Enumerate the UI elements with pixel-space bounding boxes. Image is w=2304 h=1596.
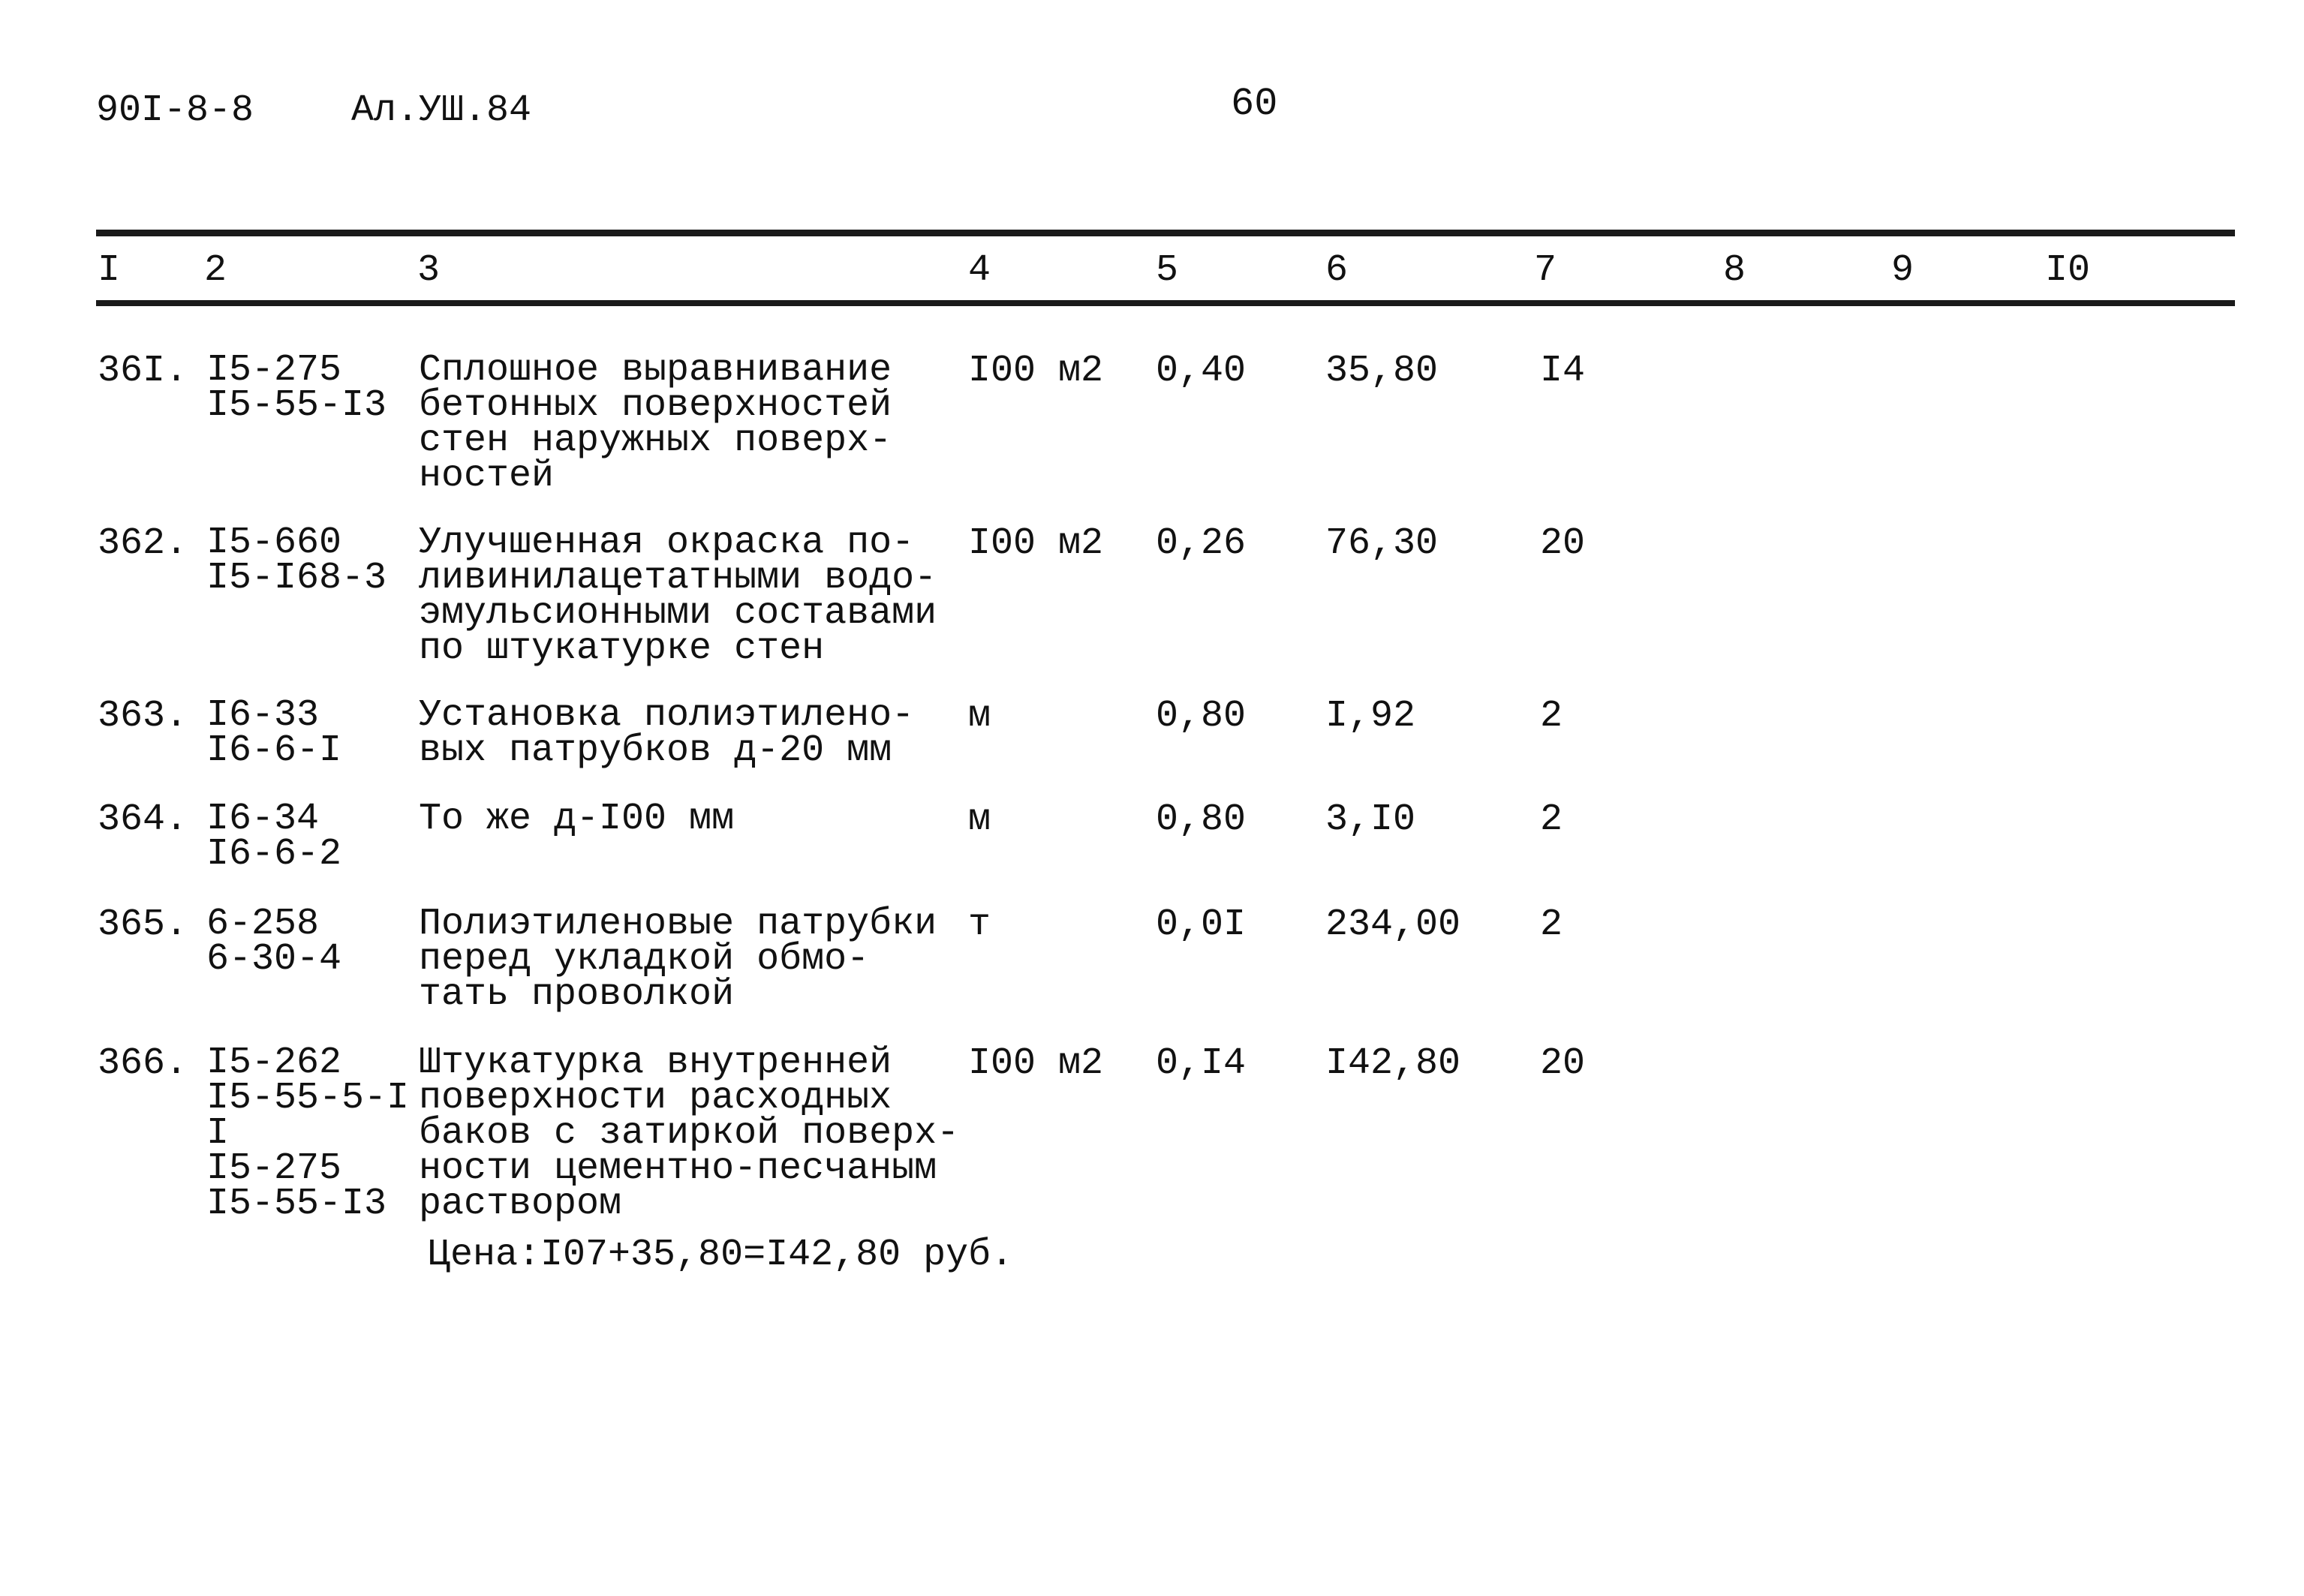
row-codes: I5-660 I5-I68-3	[206, 521, 387, 600]
row-codes: 6-258 6-30-4	[206, 903, 342, 981]
row-quantity: 0,0I	[1156, 903, 1247, 946]
row-quantity: 0,40	[1156, 350, 1247, 392]
row-quantity: 0,80	[1156, 798, 1247, 841]
row-unit: I00 м2	[968, 350, 1104, 392]
row-total: 2	[1540, 903, 1563, 946]
row-description: Полиэтиленовые патрубки перед укладкой обмо- тать проволкой	[419, 903, 937, 1016]
column-header-3: 3	[417, 249, 441, 292]
row-price: 234,00	[1325, 903, 1461, 946]
column-header-5: 5	[1156, 249, 1179, 292]
column-header-9: 9	[1891, 249, 1914, 292]
row-number: 362.	[98, 522, 188, 565]
row-number: 363.	[98, 695, 188, 738]
table-header-rule	[96, 300, 2235, 306]
row-description: Сплошное выравнивание бетонных поверхностей стен наружных поверх- ностей	[419, 349, 892, 497]
row-unit: м	[968, 695, 991, 738]
column-header-1: I	[98, 249, 121, 292]
row-description: То же д-I00 мм	[419, 798, 735, 840]
page-number: 60	[1231, 82, 1278, 126]
row-number: 366.	[98, 1042, 188, 1085]
row-codes: I6-34 I6-6-2	[206, 798, 342, 876]
row-codes: I5-275 I5-55-I3	[206, 349, 387, 427]
row-total: 2	[1540, 695, 1563, 738]
row-quantity: 0,I4	[1156, 1042, 1247, 1085]
column-header-7: 7	[1534, 249, 1557, 292]
column-header-10: I0	[2045, 249, 2091, 292]
row-codes: I5-262 I5-55-5-I I I5-275 I5-55-I3	[206, 1041, 410, 1225]
row-number: 364.	[98, 798, 188, 841]
row-price: I,92	[1325, 695, 1416, 738]
row-unit: I00 м2	[968, 522, 1104, 565]
price-calculation-note: Цена:I07+35,80=I42,80 руб.	[428, 1234, 1014, 1276]
row-description: Штукатурка внутренней поверхности расходных баков с затиркой поверх- ности цементно-песчаным раствором	[419, 1041, 960, 1225]
row-total: 20	[1540, 522, 1586, 565]
row-quantity: 0,26	[1156, 522, 1247, 565]
row-number: 36I.	[98, 350, 188, 392]
row-unit: I00 м2	[968, 1042, 1104, 1085]
row-total: 20	[1540, 1042, 1586, 1085]
row-price: 3,I0	[1325, 798, 1416, 841]
row-description: Улучшенная окраска по- ливинилацетатными водо- эмульсионными составами по штукатурке стен	[419, 521, 937, 670]
row-price: 76,30	[1325, 522, 1439, 565]
column-header-8: 8	[1723, 249, 1746, 292]
document-code: 90I-8-8	[96, 89, 254, 132]
row-unit: т	[968, 903, 991, 946]
row-price: I42,80	[1325, 1042, 1461, 1085]
row-total: 2	[1540, 798, 1563, 841]
column-header-2: 2	[204, 249, 227, 292]
album-reference: Ал.УШ.84	[351, 89, 532, 132]
row-quantity: 0,80	[1156, 695, 1247, 738]
row-number: 365.	[98, 903, 188, 946]
row-price: 35,80	[1325, 350, 1439, 392]
column-header-6: 6	[1325, 249, 1349, 292]
row-codes: I6-33 I6-6-I	[206, 694, 342, 772]
row-unit: м	[968, 798, 991, 841]
table-top-rule	[96, 230, 2235, 236]
column-header-4: 4	[968, 249, 991, 292]
row-total: I4	[1540, 350, 1586, 392]
row-description: Установка полиэтилено- вых патрубков д-20 мм	[419, 694, 915, 772]
